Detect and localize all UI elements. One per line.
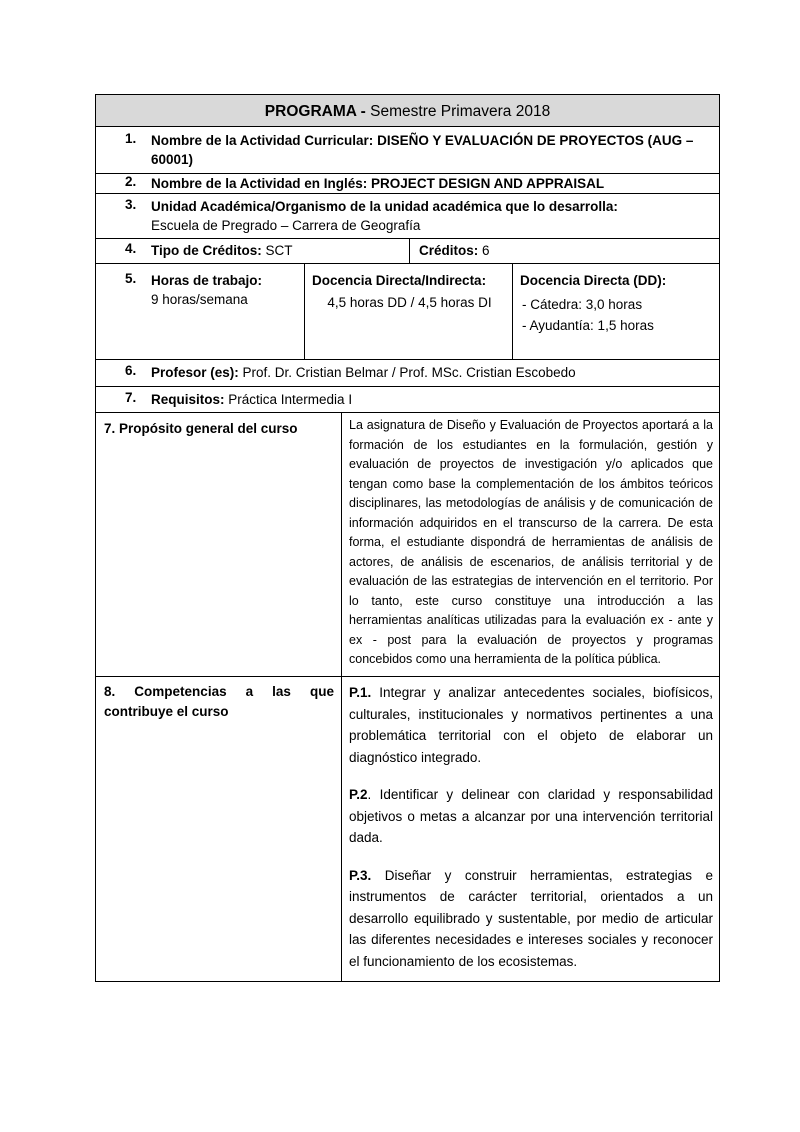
activity-name-value: DISEÑO Y EVALUACIÓN DE PROYECTOS (AUG – xyxy=(373,133,694,148)
teaching-hours xyxy=(312,271,507,312)
row-number: 6. xyxy=(125,363,137,378)
credit-type-label: Tipo de Créditos: xyxy=(151,243,262,258)
english-name xyxy=(151,174,711,193)
activity-name-label: Nombre de la Actividad Curricular: xyxy=(151,133,374,148)
competency-item xyxy=(349,865,713,973)
professors xyxy=(151,363,711,382)
row-english-name xyxy=(95,174,720,194)
work-hours xyxy=(151,271,301,309)
credits-value: 6 xyxy=(478,243,490,258)
purpose-text: La asignatura de Diseño y Evaluación de Proyectos aportará a la formación de los estudiantes en la formulación, gestión y evaluación de proyectos de investigación y/o aplicados que tengan como base la complementación de los ámbitos teóricos disciplinares, las metodologías de análisis y de comunicación de información adquiridos en el transcurso de la carrera. De esta forma, el estudiante dispondrá de herramientas de análisis de actores, de análisis de escenarios, de análisis territorial y de evaluación de las estrategias de intervención en el territorio. Por lo tanto, este curso constituye una introducción a las herramientas analíticas utilizadas para la evaluación ex - ante y ex - post para la evaluación de proyectos y programas concebidos como una herramienta de la política pública. xyxy=(349,418,713,666)
competency-item xyxy=(349,682,713,768)
work-hours-value: 9 horas/semana xyxy=(151,292,248,307)
direct-teaching-item: - Ayudantía: 1,5 horas xyxy=(522,318,654,333)
row-number: 5. xyxy=(125,271,137,286)
row-requirements xyxy=(95,387,720,413)
requirements-value: Práctica Intermedia I xyxy=(224,392,353,407)
academic-unit-value: Escuela de Pregrado – Carrera de Geografía xyxy=(151,218,421,233)
column-divider xyxy=(512,264,513,359)
column-divider xyxy=(304,264,305,359)
column-divider xyxy=(341,413,342,676)
competency-item xyxy=(349,784,713,849)
row-professors xyxy=(95,360,720,387)
credits xyxy=(419,241,490,260)
document-header xyxy=(95,94,720,127)
english-name-label: Nombre de la Actividad en Inglés: xyxy=(151,176,368,191)
competency-text: . Identificar y delinear con claridad y responsabilidad objetivos o metas a alcanzar por una intervención territorial dada. xyxy=(349,787,713,845)
column-divider xyxy=(341,677,342,981)
english-name-value: PROJECT DESIGN AND APPRAISAL xyxy=(367,176,605,191)
direct-teaching-label: Docencia Directa (DD): xyxy=(520,273,667,288)
direct-teaching xyxy=(520,271,715,336)
professors-label: Profesor (es): xyxy=(151,365,239,380)
row-work-hours xyxy=(95,264,720,360)
row-purpose xyxy=(95,413,720,677)
academic-unit xyxy=(151,197,711,235)
competency-text: Integrar y analizar antecedentes sociales, biofísicos, culturales, institucionales y normativos pertinentes a una problemática territorial con el objeto de elaborar un diagnóstico integrado. xyxy=(349,685,713,765)
row-activity-name xyxy=(95,127,720,174)
activity-name xyxy=(151,131,711,169)
teaching-hours-value: 4,5 horas DD / 4,5 horas DI xyxy=(327,295,492,310)
competency-code: P.1. xyxy=(349,685,372,700)
competency-text: Diseñar y construir herramientas, estrategias e instrumentos de carácter territorial, orientados a un desarrollo equilibrado y sustentable, por medio de articular las diferentes necesidades e intereses sociales y reconocer el funcionamiento de los ecosistemas. xyxy=(349,867,713,969)
work-hours-label: Horas de trabajo: xyxy=(151,273,263,288)
header-title-rest: Semestre Primavera 2018 xyxy=(370,103,551,120)
row-competencies xyxy=(95,677,720,982)
teaching-hours-label: Docencia Directa/Indirecta: xyxy=(312,273,487,288)
row-academic-unit xyxy=(95,194,720,239)
competencies-list xyxy=(349,682,713,988)
row-number: 3. xyxy=(125,197,137,212)
row-number: 7. xyxy=(125,390,137,405)
academic-unit-label: Unidad Académica/Organismo de la unidad académica que lo desarrolla: xyxy=(151,199,618,214)
competency-code: P.3. xyxy=(349,867,372,883)
activity-code: 60001) xyxy=(151,152,194,167)
purpose-label: 7. Propósito general del curso xyxy=(104,421,298,436)
row-credits xyxy=(95,239,720,264)
row-number: 2. xyxy=(125,174,137,189)
requirements-label: Requisitos: xyxy=(151,392,225,407)
credit-type xyxy=(151,241,293,260)
header-title-bold: PROGRAMA - xyxy=(264,103,371,120)
credits-label: Créditos: xyxy=(419,243,479,258)
credit-type-value: SCT xyxy=(261,243,293,258)
program-document xyxy=(95,94,720,982)
professors-value: Prof. Dr. Cristian Belmar / Prof. MSc. Cristian Escobedo xyxy=(238,365,576,380)
column-divider xyxy=(409,239,410,263)
row-number: 1. xyxy=(125,131,137,146)
competency-code: P.2 xyxy=(349,787,368,802)
requirements xyxy=(151,390,711,409)
competencies-label: 8. Competencias a las que contribuye el curso xyxy=(104,684,334,719)
direct-teaching-item: - Cátedra: 3,0 horas xyxy=(522,297,643,312)
row-number: 4. xyxy=(125,241,137,256)
